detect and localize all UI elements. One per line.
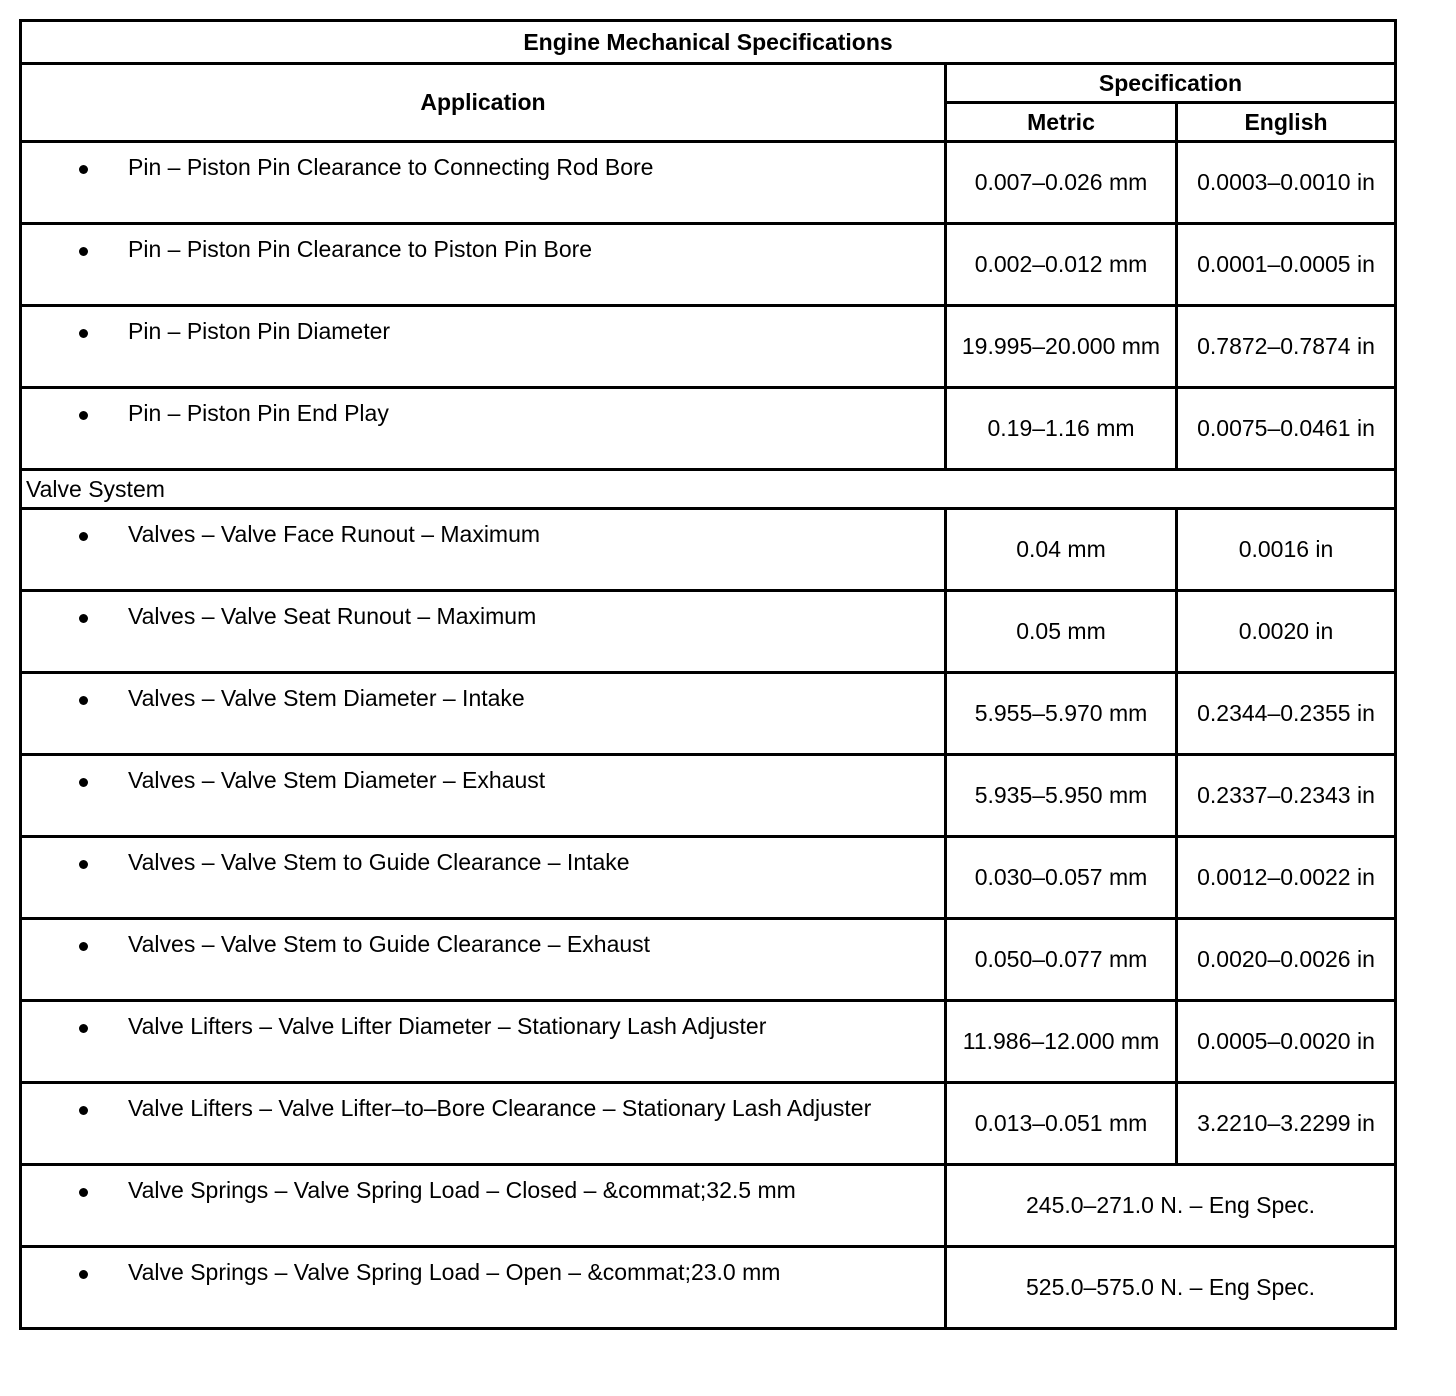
table-row	[21, 755, 1396, 837]
bullet-icon	[22, 767, 128, 793]
metric-cell: 19.995–20.000 mm	[946, 306, 1177, 388]
table-row	[21, 1165, 1396, 1247]
metric-cell: 0.002–0.012 mm	[946, 224, 1177, 306]
bullet-icon	[22, 1013, 128, 1039]
application-cell: Valve Springs – Valve Spring Load – Closed – &commat;32.5 mm	[128, 1177, 796, 1203]
metric-cell: 0.030–0.057 mm	[946, 837, 1177, 919]
english-cell: 0.0075–0.0461 in	[1177, 388, 1396, 470]
application-cell: Valves – Valve Seat Runout – Maximum	[128, 603, 537, 629]
english-cell: 0.0016 in	[1177, 509, 1396, 591]
metric-cell: 0.04 mm	[946, 509, 1177, 591]
bullet-icon	[22, 849, 128, 875]
table-row	[21, 919, 1396, 1001]
english-header: English	[1177, 103, 1396, 142]
bullet-icon	[22, 400, 128, 426]
english-cell: 0.0020–0.0026 in	[1177, 919, 1396, 1001]
metric-cell: 0.19–1.16 mm	[946, 388, 1177, 470]
table-title: Engine Mechanical Specifications	[21, 21, 1396, 64]
metric-cell: 5.935–5.950 mm	[946, 755, 1177, 837]
application-cell: Valve Lifters – Valve Lifter Diameter – Stationary Lash Adjuster	[128, 1013, 767, 1039]
metric-cell: 0.050–0.077 mm	[946, 919, 1177, 1001]
table-row	[21, 142, 1396, 224]
table-row	[21, 1001, 1396, 1083]
application-cell: Valves – Valve Stem Diameter – Intake	[128, 685, 525, 711]
table-row	[21, 1247, 1396, 1329]
english-cell: 0.0012–0.0022 in	[1177, 837, 1396, 919]
application-cell: Pin – Piston Pin Clearance to Connecting Rod Bore	[128, 154, 654, 180]
application-cell: Pin – Piston Pin End Play	[128, 400, 389, 426]
bullet-icon	[22, 236, 128, 262]
bullet-icon	[22, 521, 128, 547]
metric-cell: 11.986–12.000 mm	[946, 1001, 1177, 1083]
combined-spec-cell: 245.0–271.0 N. – Eng Spec.	[946, 1165, 1396, 1247]
table-row	[21, 509, 1396, 591]
section-row	[21, 470, 1396, 509]
application-header: Application	[21, 64, 946, 142]
application-cell: Valves – Valve Face Runout – Maximum	[128, 521, 541, 547]
specification-header: Specification	[946, 64, 1396, 103]
section-label: Valve System	[21, 470, 1396, 509]
bullet-icon	[22, 318, 128, 344]
table-row	[21, 388, 1396, 470]
application-cell: Pin – Piston Pin Clearance to Piston Pin Bore	[128, 236, 593, 262]
english-cell: 3.2210–3.2299 in	[1177, 1083, 1396, 1165]
table-row	[21, 837, 1396, 919]
engine-spec-table	[19, 19, 1397, 1330]
application-cell: Valves – Valve Stem Diameter – Exhaust	[128, 767, 546, 793]
table-row	[21, 306, 1396, 388]
english-cell: 0.0005–0.0020 in	[1177, 1001, 1396, 1083]
application-cell: Valve Lifters – Valve Lifter–to–Bore Clearance – Stationary Lash Adjuster	[128, 1095, 872, 1121]
bullet-icon	[22, 1095, 128, 1121]
application-cell: Valves – Valve Stem to Guide Clearance – Intake	[128, 849, 630, 875]
table-row	[21, 591, 1396, 673]
bullet-icon	[22, 603, 128, 629]
table-row	[21, 224, 1396, 306]
application-cell: Valves – Valve Stem to Guide Clearance – Exhaust	[128, 931, 651, 957]
metric-cell: 5.955–5.970 mm	[946, 673, 1177, 755]
table-row	[21, 1083, 1396, 1165]
metric-cell: 0.013–0.051 mm	[946, 1083, 1177, 1165]
combined-spec-cell: 525.0–575.0 N. – Eng Spec.	[946, 1247, 1396, 1329]
english-cell: 0.0001–0.0005 in	[1177, 224, 1396, 306]
table-row	[21, 673, 1396, 755]
english-cell: 0.0003–0.0010 in	[1177, 142, 1396, 224]
bullet-icon	[22, 685, 128, 711]
metric-cell: 0.05 mm	[946, 591, 1177, 673]
english-cell: 0.0020 in	[1177, 591, 1396, 673]
metric-cell: 0.007–0.026 mm	[946, 142, 1177, 224]
english-cell: 0.2344–0.2355 in	[1177, 673, 1396, 755]
application-cell: Valve Springs – Valve Spring Load – Open – &commat;23.0 mm	[128, 1259, 781, 1285]
bullet-icon	[22, 1259, 128, 1285]
bullet-icon	[22, 154, 128, 180]
metric-header: Metric	[946, 103, 1177, 142]
bullet-icon	[22, 931, 128, 957]
english-cell: 0.2337–0.2343 in	[1177, 755, 1396, 837]
english-cell: 0.7872–0.7874 in	[1177, 306, 1396, 388]
bullet-icon	[22, 1177, 128, 1203]
application-cell: Pin – Piston Pin Diameter	[128, 318, 391, 344]
